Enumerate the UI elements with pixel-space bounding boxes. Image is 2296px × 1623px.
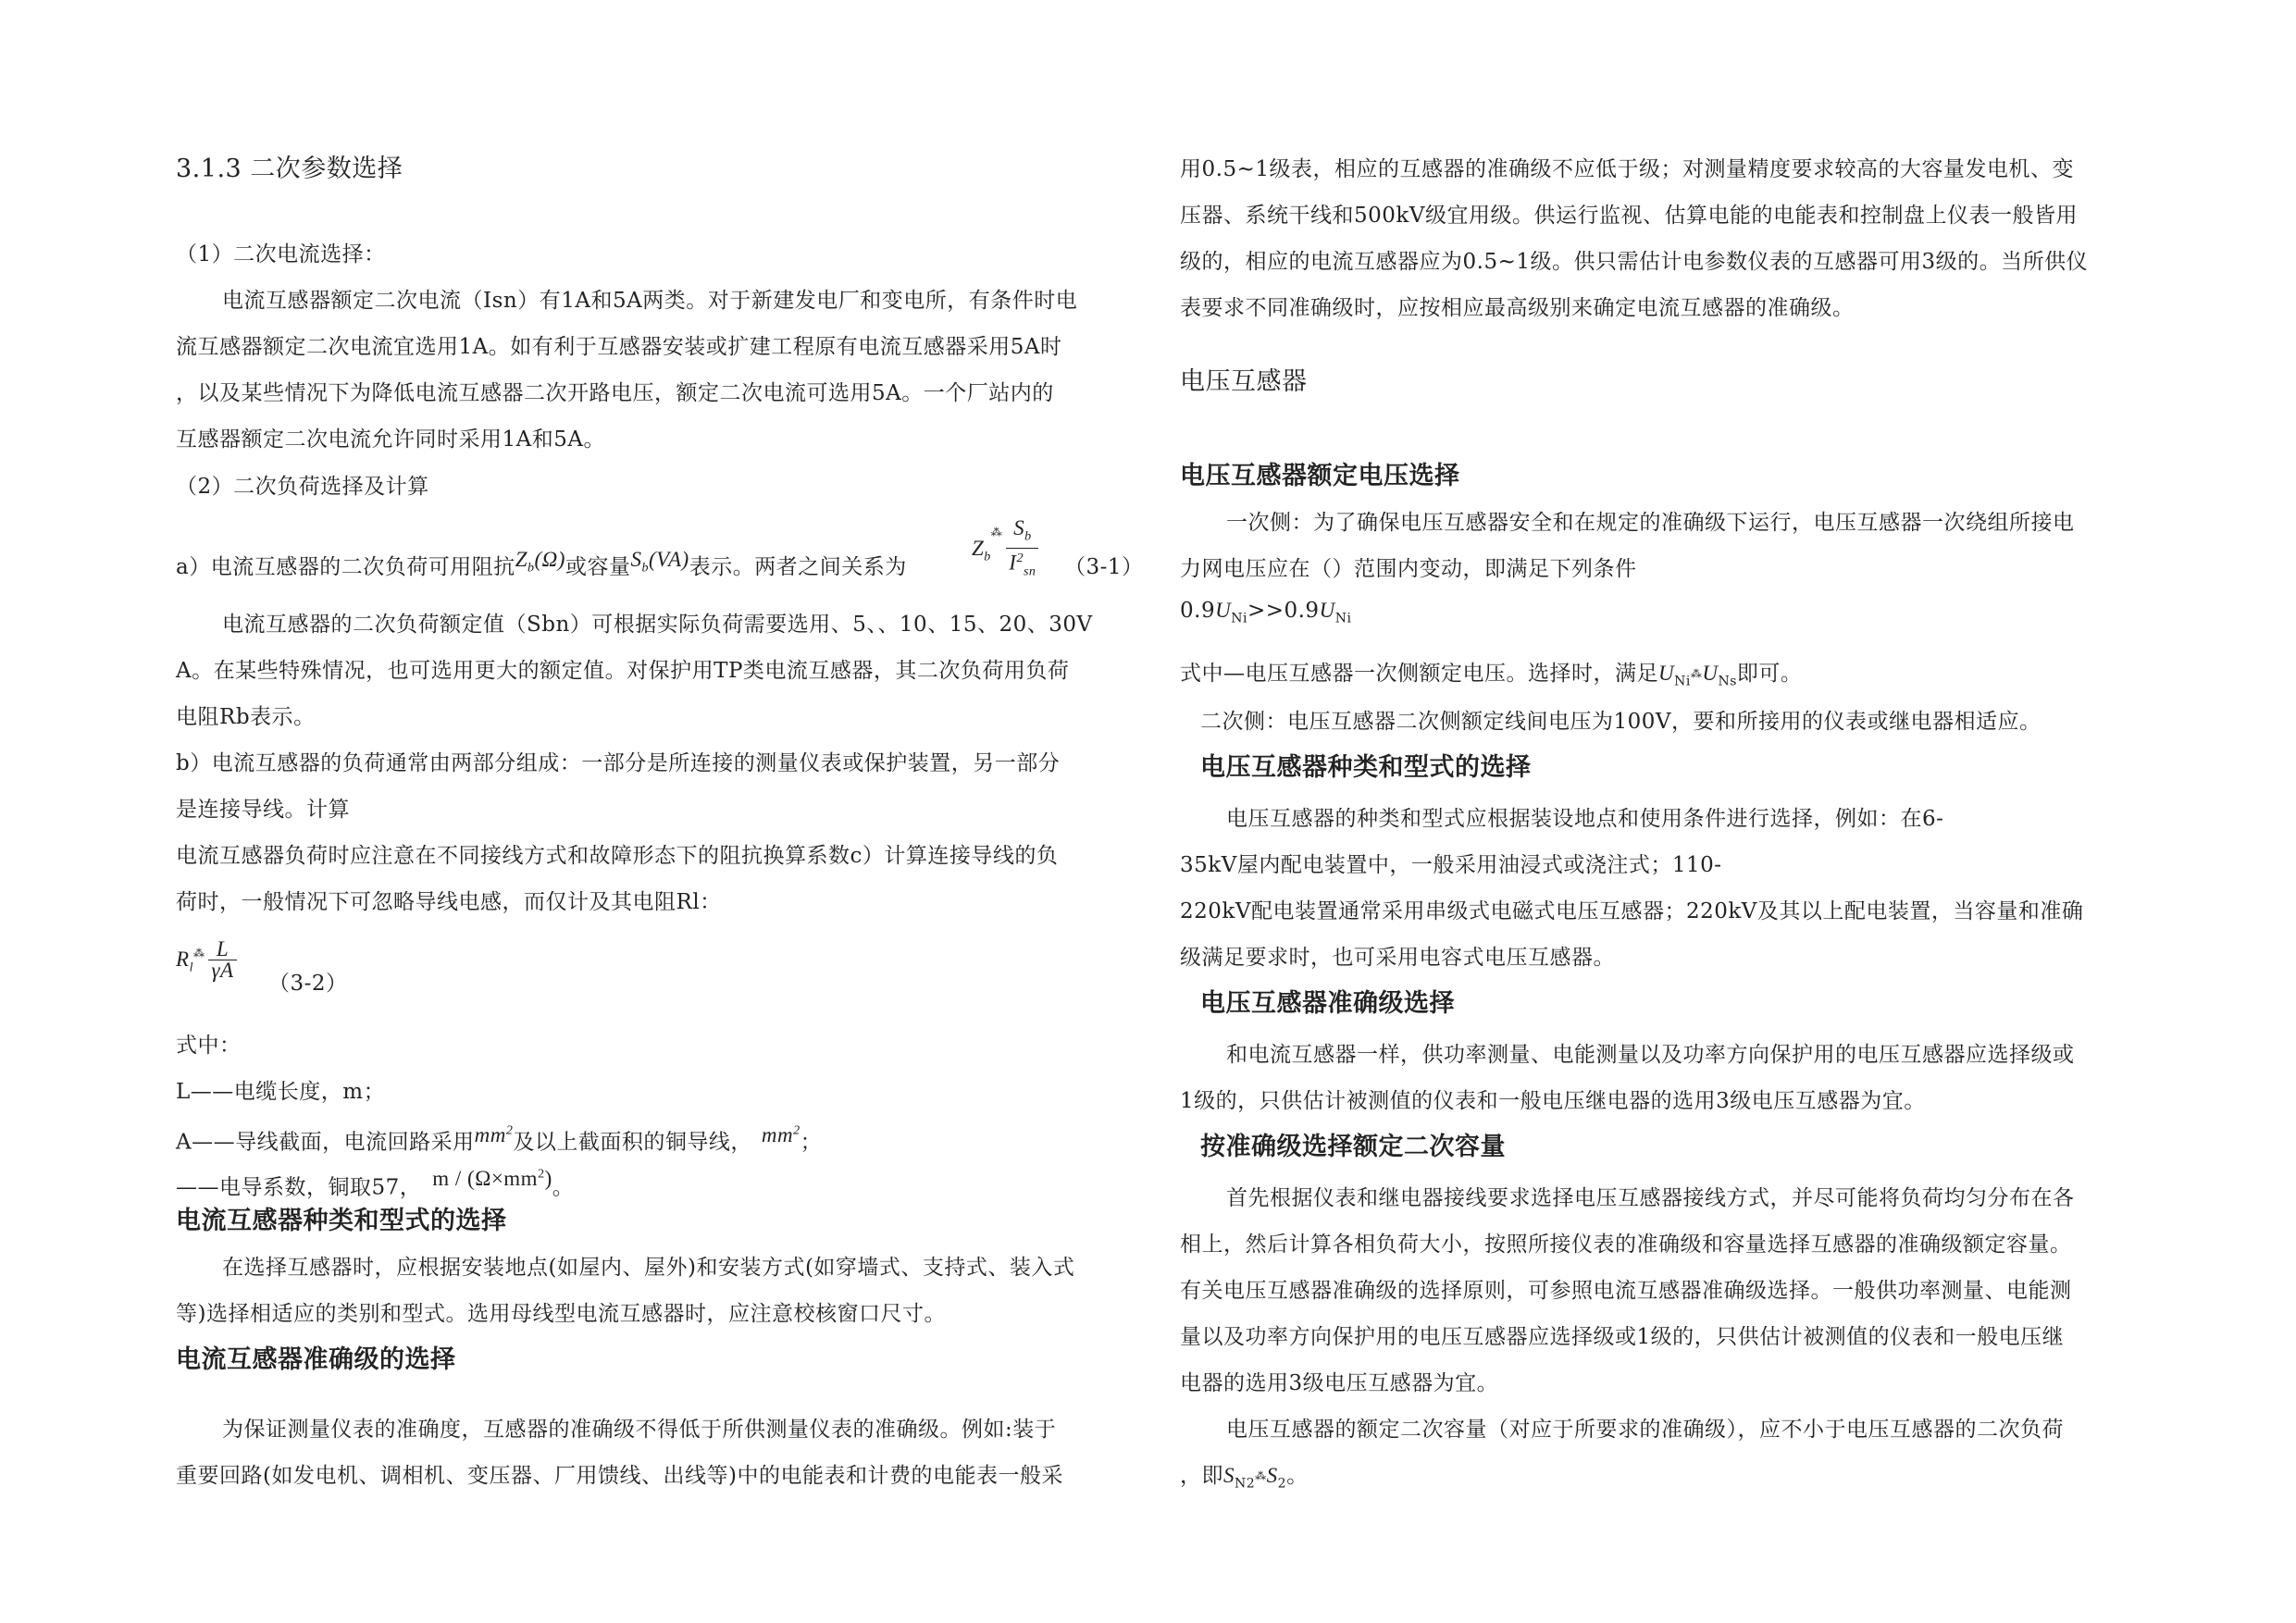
paragraph-line: 有关电压互感器准确级的选择原则，可参照电流互感器准确级选择。一般供功率测量、电能测: [1180, 1279, 2072, 1303]
text: 或容量: [565, 555, 631, 579]
paragraph-line: 等)选择相适应的类别和型式。选用母线型电流互感器时，应注意校核窗口尺寸。: [176, 1302, 946, 1326]
paragraph-line: 互感器额定二次电流允许同时采用1A和5A。: [176, 427, 605, 452]
formula-sb: $S_b(VA)$: [630, 548, 689, 576]
paragraph-line: 电流互感器的二次负荷额定值（Sbn）可根据实际负荷需要选用、5、、10、15、20、30V: [222, 613, 1093, 637]
heading-vt-rated-voltage: 电压互感器额定电压选择: [1180, 462, 1460, 490]
text: a）电流互感器的二次负荷可用阻抗: [176, 555, 515, 579]
paragraph-line: 220kV配电装置通常采用串级式电磁式电压互感器；220kV及其以上配电装置，当容量和准确: [1180, 899, 2084, 923]
heading-vt-type: 电压互感器种类和型式的选择: [1200, 753, 1532, 782]
paragraph-line: 重要回路(如发电机、调相机、变压器、厂用馈线、出线等)中的电能表和计费的电能表一般采: [176, 1464, 1063, 1488]
paragraph-line: 一次侧：为了确保电压互感器安全和在规定的准确级下运行，电压互感器一次绕组所接电: [1226, 511, 2075, 535]
paragraph-line: 35kV屋内配电装置中，一般采用油浸式或浇注式；110-: [1180, 853, 1722, 877]
paragraph-line: 首先根据仪表和继电器接线要求选择电压互感器接线方式，并尽可能将负荷均匀分布在各: [1226, 1186, 2075, 1210]
paragraph-line: A。在某些特殊情况，也可选用更大的额定值。对保护用TP类电流互感器，其二次负荷用负荷: [176, 659, 1070, 683]
paragraph-line: 级满足要求时，也可采用电容式电压互感器。: [1180, 946, 1615, 970]
paragraph-line: 流互感器额定二次电流宜选用1A。如有利于互感器安装或扩建工程原有电流互感器采用5A时: [176, 335, 1062, 359]
paragraph-line: 量以及功率方向保护用的电压互感器应选择级或1级的，只供估计被测值的仪表和一般电压继: [1180, 1325, 2065, 1349]
subheading-secondary-load: （2）二次负荷选择及计算: [176, 475, 429, 499]
paragraph-line: 表要求不同准确级时，应按相应最高级别来确定电流互感器的准确级。: [1180, 296, 1855, 320]
paragraph-line: 电流互感器额定二次电流（Isn）有1A和5A两类。对于新建发电厂和变电所，有条件时电: [222, 289, 1078, 313]
definition-gamma: ——电导系数，铜取57， $m / (\Omega\times mm^2)$。: [176, 1166, 575, 1200]
section-heading: 3.1.3 二次参数选择: [176, 155, 403, 183]
paragraph-line: 电阻Rb表示。: [176, 705, 316, 729]
subheading-secondary-current: （1）二次电流选择：: [176, 242, 386, 266]
paragraph-line: 级的，相应的电流互感器应为0.5~1级。供只需估计电参数仪表的互感器可用3级的。当所供仪: [1180, 250, 2089, 274]
paragraph-line: 和电流互感器一样，供功率测量、电能测量以及功率方向保护用的电压互感器应选择级或: [1226, 1043, 2075, 1067]
definition-L: L——电缆长度，m；: [176, 1080, 386, 1104]
text: 表示。两者之间关系为: [689, 555, 907, 579]
heading-vt-accuracy: 电压互感器准确级选择: [1200, 989, 1455, 1018]
definition-A: A——导线截面，电流回路采用$mm^2$及以上截面积的铜导线， $mm^2$；: [176, 1122, 823, 1155]
paragraph-line: b）电流互感器的负荷通常由两部分组成：一部分是所连接的测量仪表或保护装置，另一部分: [176, 751, 1061, 775]
heading-ct-type: 电流互感器种类和型式的选择: [176, 1207, 507, 1235]
paragraph-line: 是连接导线。计算: [176, 798, 350, 822]
paragraph-line: ，即$S_{N2}^⁂S_2$。: [1180, 1464, 1309, 1492]
equation-line-3-1: [176, 548, 907, 590]
paragraph-line: 用0.5~1级表，相应的互感器的准确级不应低于级；对测量精度要求较高的大容量发电机、变: [1180, 157, 2074, 181]
equation-number: （3-2）: [268, 972, 348, 996]
paragraph-line: 电流互感器负荷时应注意在不同接线方式和故障形态下的阻抗换算系数c）计算连接导线的负: [176, 844, 1059, 868]
paragraph-line: 式中—电压互感器一次侧额定电压。选择时，满足$U_{Ni}^⁂U_{Ns}$即可。: [1180, 662, 1803, 689]
paragraph-line: ，以及某些情况下为降低电流互感器二次开路电压，额定二次电流可选用5A。一个厂站内的: [176, 381, 1054, 405]
paragraph-line: 电压互感器的种类和型式应根据装设地点和使用条件进行选择，例如：在6-: [1226, 807, 1944, 831]
equation-number: （3-1）: [1064, 555, 1144, 579]
paragraph-line: 力网电压应在（）范围内变动，即满足下列条件: [1180, 557, 1637, 581]
heading-vt: 电压互感器: [1180, 367, 1308, 396]
paragraph-line: 二次侧：电压互感器二次侧额定线间电压为100V，要和所接用的仪表或继电器相适应。: [1200, 710, 2042, 734]
paragraph-line: 电器的选用3级电压互感器为宜。: [1180, 1371, 1499, 1395]
formula-zb-sb-ratio: $Z_b^⁂$ $\frac{S_b}{I^2_{sn}}$: [972, 518, 1042, 582]
paragraph-line: 1级的，只供估计被测值的仪表和一般电压继电器的选用3级电压互感器为宜。: [1180, 1089, 1926, 1113]
paragraph-line: 为保证测量仪表的准确度，互感器的准确级不得低于所供测量仪表的准确级。例如:装于: [222, 1418, 1057, 1442]
formula-zb: $Z_b(\Omega)$: [515, 548, 565, 576]
heading-rated-secondary-capacity: 按准确级选择额定二次容量: [1200, 1133, 1506, 1161]
heading-ct-accuracy: 电流互感器准确级的选择: [176, 1345, 456, 1374]
paragraph-line: 荷时，一般情况下可忽略导线电感，而仅计及其电阻Rl：: [176, 890, 722, 914]
paragraph-line: 相上，然后计算各相负荷大小，按照所接仪表的准确级和容量选择互感器的准确级额定容量。: [1180, 1233, 2072, 1257]
where-label: 式中：: [176, 1034, 242, 1058]
paragraph-line: 电压互感器的额定二次容量（对应于所要求的准确级），应不小于电压互感器的二次负荷: [1226, 1418, 2064, 1442]
paragraph-line: 在选择互感器时，应根据安装地点(如屋内、屋外)和安装方式(如穿墙式、支持式、装入式: [222, 1256, 1075, 1280]
formula-rl: $R_l^⁂$ $\frac{L}{\gamma A}$: [176, 939, 241, 982]
paragraph-line: 压器、系统干线和500kV级宜用级。供运行监视、估算电能的电能表和控制盘上仪表一般皆用: [1180, 204, 2078, 228]
formula-voltage-range: $0.9U_{Ni}>>0.9U_{Ni}$: [1180, 599, 1352, 626]
